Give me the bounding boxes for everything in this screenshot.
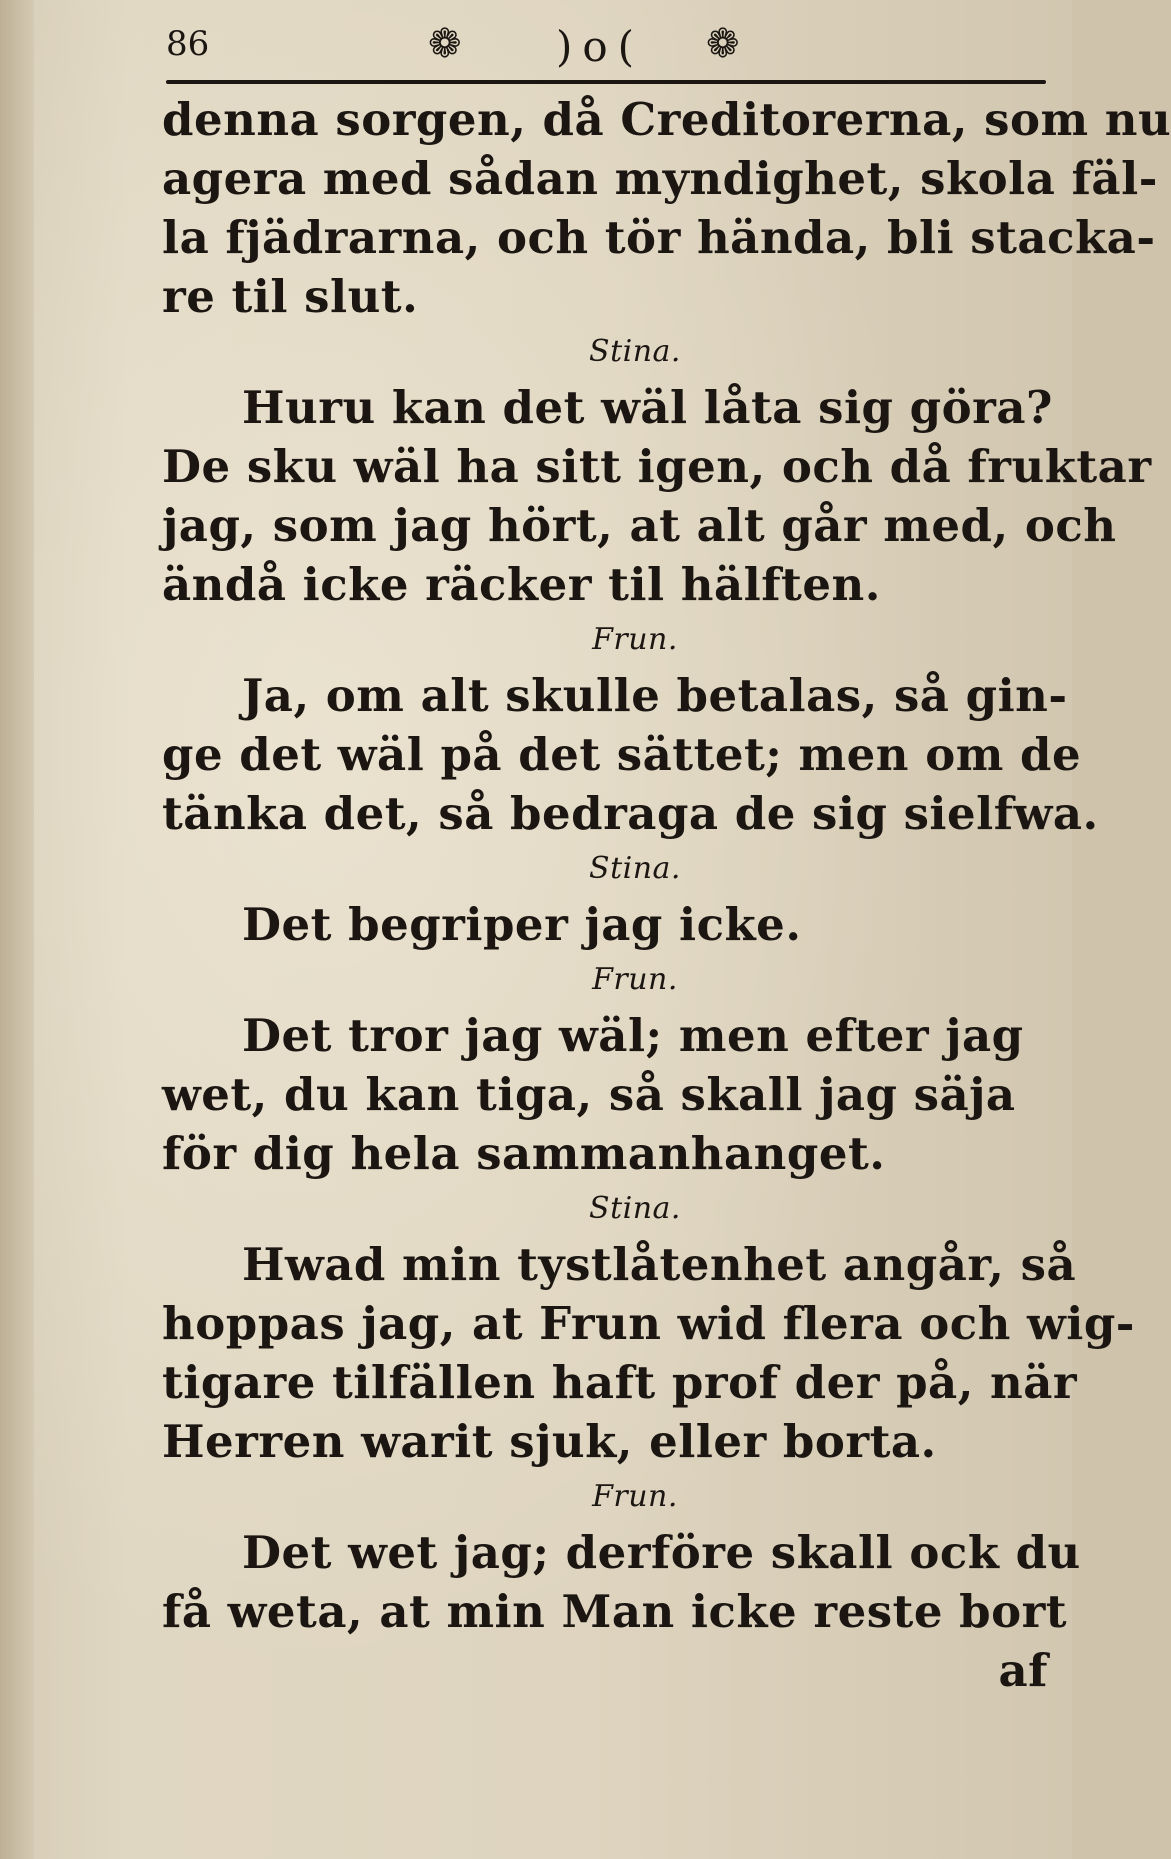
text-line: Huru kan det wäl låta sig göra?: [242, 381, 1053, 434]
text-line: denna sorgen, då Creditorerna, som nu: [162, 93, 1171, 146]
text-line: re til slut.: [162, 270, 419, 323]
speaker-name: Stina.: [589, 851, 681, 886]
text-line: ge det wäl på det sättet; men om de: [162, 728, 1082, 781]
text-line: för dig hela sammanhanget.: [162, 1127, 886, 1180]
text-line: Det begriper jag icke.: [242, 898, 802, 951]
page-number: 86: [166, 24, 210, 64]
text-line: ändå icke räcker til hälften.: [162, 558, 881, 611]
header-rule: [166, 80, 1046, 84]
header-center-mark: )o(: [556, 22, 645, 71]
flower-ornament-icon: ❁: [706, 21, 740, 67]
page-text: [162, 90, 1171, 1700]
speaker-name: Frun.: [592, 622, 678, 657]
text-line: De sku wäl ha sitt igen, och då fruktar: [162, 440, 1152, 493]
text-line: Hwad min tystlåtenhet angår, så: [242, 1238, 1077, 1291]
text-line: la fjädrarna, och tör hända, bli stacka-: [162, 211, 1156, 264]
page-gutter: [0, 0, 34, 1859]
text-line: Ja, om alt skulle betalas, så gin-: [242, 669, 1068, 722]
flower-ornament-icon: ❁: [428, 21, 462, 67]
text-line: Herren warit sjuk, eller borta.: [162, 1415, 937, 1468]
speaker-name: Frun.: [592, 962, 678, 997]
text-line: tigare tilfällen haft prof der på, när: [162, 1356, 1078, 1409]
page-header: [166, 18, 1046, 78]
catchword: af: [998, 1644, 1048, 1697]
text-line: tänka det, så bedraga de sig sielfwa.: [162, 787, 1099, 840]
text-line: få weta, at min Man icke reste bort: [162, 1585, 1068, 1638]
speaker-name: Stina.: [589, 334, 681, 369]
text-line: Det tror jag wäl; men efter jag: [242, 1009, 1024, 1062]
speaker-name: Stina.: [589, 1191, 681, 1226]
text-line: hoppas jag, at Frun wid flera och wig-: [162, 1297, 1135, 1350]
text-line: Det wet jag; derföre skall ock du: [242, 1526, 1081, 1579]
text-line: agera med sådan myndighet, skola fäl-: [162, 152, 1158, 205]
text-line: jag, som jag hört, at alt går med, och: [162, 499, 1117, 552]
speaker-name: Frun.: [592, 1479, 678, 1514]
text-line: wet, du kan tiga, så skall jag säja: [162, 1068, 1016, 1121]
